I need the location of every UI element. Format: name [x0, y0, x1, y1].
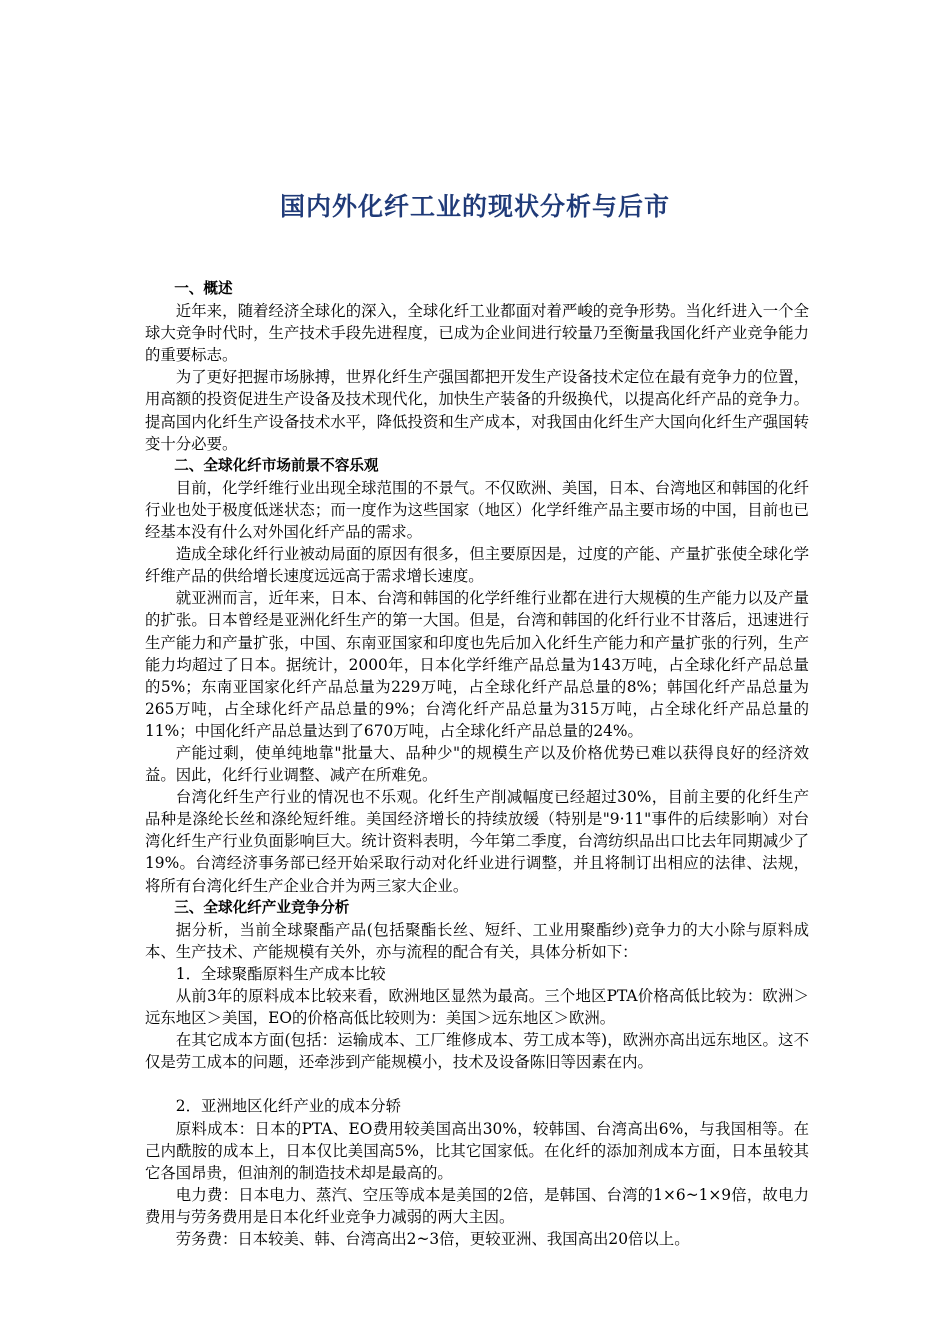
paragraph: 1．全球聚酯原料生产成本比较: [175, 964, 386, 983]
paragraph: 就亚洲而言，近年来，日本、台湾和韩国的化学纤维行业都在进行大规模的生产能力以及产量的扩张。日本曾经是亚洲化纤生产的第一大国。但是，台湾和韩国的化纤行业不甘落后，迅速进行生产能力和产量扩张，中国、东南亚国家和印度也先后加入化纤生产能力和产量扩张的行列，生产能力均超过了日本。据统计，2000年，日本化学纤维产品总量为143万吨，占全球化纤产品总量的5%；东南亚国家化纤产品总量为229万吨，占全球化纤产品总量的8%；韩国化纤产品总量为265万吨，占全球化纤产品总量的9%；台湾化纤产品总量为315万吨，占全球化纤产品总量的11%；中国化纤产品总量达到了670万吨，占全球化纤产品总量的24%。: [145, 589, 809, 740]
section-heading: 二、全球化纤市场前景不容乐观: [174, 456, 379, 474]
document-body: [145, 278, 809, 1250]
paragraph: 劳务费：日本较美、韩、台湾高出2~3倍，更较亚洲、我国高出20倍以上。: [175, 1230, 690, 1249]
page-title: 国内外化纤工业的现状分析与后市: [279, 191, 670, 221]
paragraph: 从前3年的原料成本比较来看，欧洲地区显然为最高。三个地区PTA价格高低比较为：欧洲＞远东地区＞美国，EO的价格高低比较则为：美国＞远东地区＞欧洲。: [145, 987, 809, 1028]
paragraph: 近年来，随着经济全球化的深入，全球化纤工业都面对着严峻的竞争形势。当化纤进入一个全球大竞争时代时，生产技术手段先进程度，已成为企业间进行较量乃至衡量我国化纤产业竞争能力的重要标志。: [145, 302, 809, 365]
paragraph: 2．亚洲地区化纤产业的成本分轿: [175, 1097, 402, 1116]
paragraph: 台湾化纤生产行业的情况也不乐观。化纤生产削减幅度已经超过30%，目前主要的化纤生产品种是涤纶长丝和涤纶短纤维。美国经济增长的持续放缓（特别是"9·11"事件的后续影响）对台湾化纤生产行业负面影响巨大。统计资料表明，今年第二季度，台湾纺织品出口比去年同期减少了19%。台湾经济事务部已经开始采取行动对化纤业进行调整，并且将制订出相应的法律、法规，将所有台湾化纤生产企业合并为两三家大企业。: [145, 788, 809, 895]
paragraph: 目前，化学纤维行业出现全球范围的不景气。不仅欧洲、美国，日本、台湾地区和韩国的化纤行业也处于极度低迷状态；而一度作为这些国家（地区）化学纤维产品主要市场的中国，目前也已经基本没有什么对外国化纤产品的需求。: [145, 478, 809, 542]
paragraph: 产能过剩，使单纯地靠"批量大、品种少"的规模生产以及价格优势已难以获得良好的经济效益。因此，化纤行业调整、减产在所难免。: [145, 743, 809, 785]
paragraph: 原料成本：日本的PTA、EO费用较美国高出30%，较韩国、台湾高出6%，与我国相等。在己内酰胺的成本上，日本仅比美国高5%，比其它国家低。在化纤的添加剂成本方面，日本虽较其它各国昂贵，但油剂的制造技术却是最高的。: [145, 1119, 809, 1182]
paragraph: 电力费：日本电力、蒸汽、空压等成本是美国的2倍，是韩国、台湾的1×6~1×9倍，故电力费用与劳务费用是日本化纤业竞争力减弱的两大主因。: [145, 1185, 809, 1226]
paragraph: 据分析，当前全球聚酯产品(包括聚酯长丝、短纤、工业用聚酯纱)竞争力的大小除与原料成本、生产技术、产能规模有关外，亦与流程的配合有关，具体分析如下：: [145, 920, 809, 961]
section-heading: 三、全球化纤产业竞争分析: [174, 898, 350, 916]
section-heading: 一、概述: [174, 280, 233, 297]
paragraph: 在其它成本方面(包括：运输成本、工厂维修成本、劳工成本等)，欧洲亦高出远东地区。这不仅是劳工成本的问题，还牵涉到产能规模小，技术及设备陈旧等因素在内。: [145, 1031, 809, 1072]
paragraph: 造成全球化纤行业被动局面的原因有很多，但主要原因是，过度的产能、产量扩张使全球化学纤维产品的供给增长速度远远高于需求增长速度。: [145, 545, 809, 586]
paragraph: 为了更好把握市场脉搏，世界化纤生产强国都把开发生产设备技术定位在最有竞争力的位置，用高额的投资促进生产设备及技术现代化，加快生产装备的升级换代，以提高化纤产品的竞争力。提高国内化纤生产设备技术水平，降低投资和生产成本，对我国由化纤生产大国向化纤生产强国转变十分必要。: [145, 368, 809, 453]
blank-line: [145, 1073, 809, 1095]
